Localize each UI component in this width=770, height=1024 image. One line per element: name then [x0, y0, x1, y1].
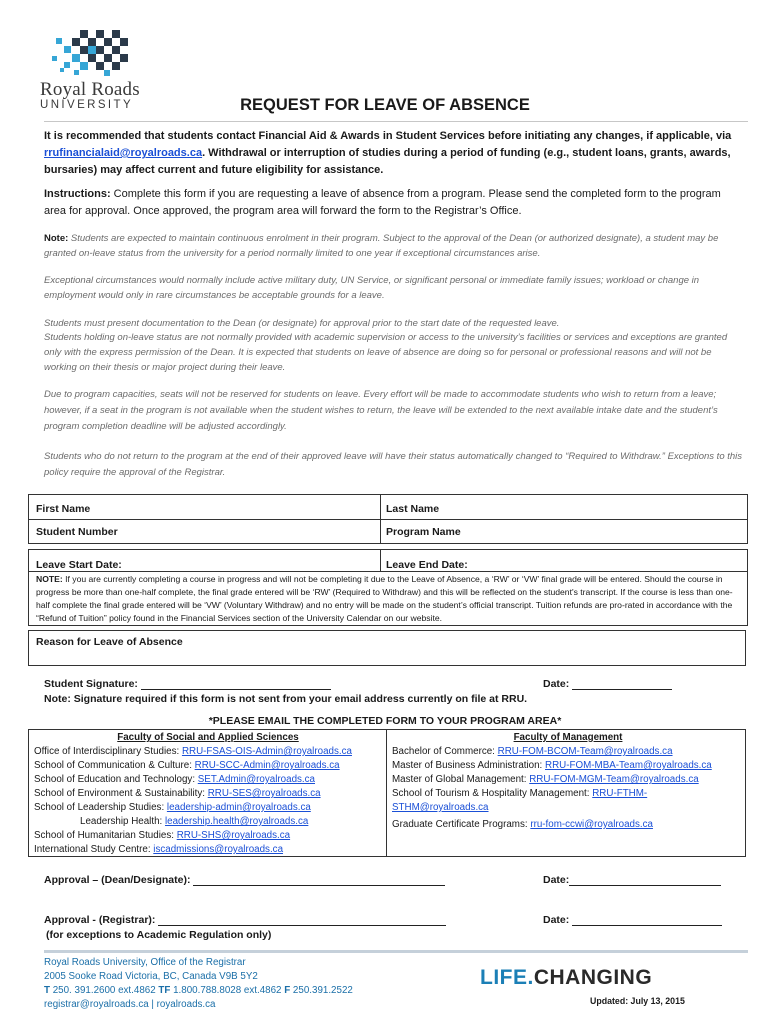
dean-approval-label: Approval – (Dean/Designate): [44, 874, 191, 886]
phone-value: 250. 391.2600 ext.4862 [49, 985, 159, 996]
logo-name: Royal Roads [40, 79, 140, 100]
intro-paragraph [44, 128, 744, 179]
note-label: Note: [44, 233, 69, 244]
registrar-approval-row [44, 913, 446, 926]
program-label: Graduate Certificate Programs: [392, 819, 531, 830]
intro-text: It is recommended that students contact Financial Aid & Awards in Student Services before initiating any changes, if applicable, via [44, 130, 732, 142]
note-paragraph-2: Exceptional circumstances would normally include active military duty, UN Service, or significant personal or immediate family issues; workload or change in employment would only in rare circumstances be acceptable grounds for a leave. [44, 275, 700, 301]
student-number-field[interactable]: Student Number [36, 526, 118, 538]
program-email-link[interactable]: leadership.health@royalroads.ca [164, 816, 309, 827]
program-email-link[interactable]: STHM@royalroads.ca [392, 802, 489, 813]
first-name-field[interactable]: First Name [36, 503, 91, 515]
registrar-date-label: Date: [543, 914, 570, 926]
tollfree-label: TF [158, 985, 171, 996]
faculty-row [392, 818, 744, 832]
footer-address: 2005 Sooke Road Victoria, BC, Canada V9B 5Y2 [44, 971, 258, 982]
fax-label: F [284, 985, 291, 996]
page-title: REQUEST FOR LEAVE OF ABSENCE [240, 96, 530, 114]
table-divider [28, 571, 748, 572]
registrar-date-line[interactable] [572, 913, 722, 926]
signature-note: Note: Signature required if this form is not sent from your email address currently on file at RRU. [44, 693, 528, 705]
faculty-row [34, 745, 382, 759]
note-text-1: Students are expected to maintain continuous enrolment in their program. Subject to the approval of the Dean (or authorized designate), a student may be granted on-leave status from the university for a period normally limited to one year if exceptional circumstances arise. [44, 233, 719, 259]
note-paragraph-1 [44, 231, 744, 261]
registrar-approval-label: Approval - (Registrar): [44, 914, 156, 926]
program-label: School of Environment & Sustainability: [34, 788, 208, 799]
tagline-changing: CHANGING [533, 966, 653, 989]
faculty-row [34, 759, 382, 773]
program-label: International Study Centre: [34, 844, 154, 855]
dean-approval-line[interactable] [193, 873, 445, 886]
signature-date-line[interactable] [572, 677, 672, 690]
last-name-field[interactable]: Last Name [386, 503, 440, 515]
note-paragraph-4: Students holding on-leave status are not normally provided with academic supervision or access to the university’s facilities or services and exceptions are granted only with the express permission of the Dean. It is expected that students on leave of absence are doing so for personal or professional reasons and will not be working on their thesis or major project during their leave. [44, 332, 728, 373]
dean-date-label: Date: [543, 874, 570, 886]
footer-phone [44, 984, 353, 998]
tagline [480, 966, 652, 990]
faculty-management-column [392, 731, 744, 832]
faculty-row [34, 787, 382, 801]
faculty-row [34, 829, 382, 843]
program-label: School of Education and Technology: [34, 774, 198, 785]
faculty-row [34, 843, 382, 857]
program-email-link[interactable]: leadership-admin@royalroads.ca [166, 802, 311, 813]
instructions-label: Instructions: [44, 188, 111, 200]
program-email-link[interactable]: RRU-SHS@royalroads.ca [176, 830, 291, 841]
dean-date-row [543, 873, 721, 886]
program-email-link[interactable]: RRU-FTHM- [592, 788, 648, 799]
instructions-paragraph [44, 186, 744, 220]
leave-note-label: NOTE: [36, 574, 63, 584]
registrar-date-row [543, 913, 722, 926]
signature-date-label: Date: [543, 678, 570, 690]
footer-divider [44, 950, 748, 953]
faculty-row [34, 773, 382, 787]
registrar-approval-line[interactable] [158, 913, 446, 926]
note-paragraph-6: Students who do not return to the program at the end of their approved leave will have their status automatically changed to “Required to Withdraw.” Exceptions to this policy require the approval of the Registrar. [44, 451, 743, 478]
faculty-row [34, 801, 382, 815]
leave-grade-note [36, 573, 742, 625]
program-email-link[interactable]: RRU-FSAS-OIS-Admin@royalroads.ca [181, 746, 352, 757]
table-divider [386, 729, 387, 857]
dean-approval-row [44, 873, 445, 886]
note-paragraph-5: Due to program capacities, seats will not be reserved for students on leave. Every effort will be made to accommodate students who wish to return from a leave; however, if a seat in the program is not available when the student wishes to return, the leave will be extended to the next available intake date and the student’s program completion deadline will be adjusted accordingly. [44, 389, 718, 432]
program-email-link[interactable]: SET.Admin@royalroads.ca [197, 774, 315, 785]
leave-end-date-field[interactable]: Leave End Date: [386, 559, 468, 571]
footer-contact-links[interactable]: registrar@royalroads.ca | royalroads.ca [44, 999, 216, 1010]
program-name-field[interactable]: Program Name [386, 526, 461, 538]
program-email-link[interactable]: RRU-SES@royalroads.ca [207, 788, 321, 799]
signature-date-row [543, 677, 672, 690]
title-divider [44, 121, 748, 122]
phone-label: T [44, 985, 50, 996]
footer-office: Royal Roads University, Office of the Registrar [44, 957, 246, 968]
reason-label: Reason for Leave of Absence [36, 636, 183, 648]
faculty-social-column [34, 731, 382, 857]
program-label: School of Leadership Studies: [34, 802, 167, 813]
faculty-row [34, 815, 382, 829]
tagline-life: LIFE. [480, 966, 534, 989]
program-label: School of Tourism & Hospitality Management: [392, 788, 593, 799]
student-signature-row [44, 677, 331, 690]
logo-subtitle: UNIVERSITY [40, 99, 134, 111]
program-label: Office of Interdisciplinary Studies: [34, 746, 182, 757]
program-email-link[interactable]: iscadmissions@royalroads.ca [153, 844, 284, 855]
faculty-management-header: Faculty of Management [513, 732, 623, 743]
university-logo-mark [52, 30, 130, 76]
leave-start-date-field[interactable]: Leave Start Date: [36, 559, 122, 571]
intro-text-cont: . Withdrawal or interruption of studies during a period of funding (e.g., student loans, grants, awards, bursaries) may affect current and future eligibility for assistance. [44, 147, 731, 176]
program-email-link[interactable]: rru-fom-ccwi@royalroads.ca [530, 819, 653, 830]
student-signature-label: Student Signature: [44, 678, 138, 690]
financial-aid-email-link[interactable]: rrufinancialaid@royalroads.ca [44, 147, 203, 159]
fax-value: 250.391.2522 [290, 985, 353, 996]
program-email-link[interactable]: RRU-SCC-Admin@royalroads.ca [194, 760, 340, 771]
program-label: School of Communication & Culture: [34, 760, 195, 771]
faculty-row [392, 773, 744, 787]
program-label: Master of Global Management: [392, 774, 530, 785]
faculty-social-header: Faculty of Social and Applied Sciences [117, 732, 299, 743]
note-paragraph-3: Students must present documentation to the Dean (or designate) for approval prior to the start date of the requested leave. [44, 318, 560, 329]
tollfree-value: 1.800.788.8028 ext.4862 [170, 985, 285, 996]
faculty-row [392, 759, 744, 773]
dean-date-line[interactable] [569, 873, 721, 886]
table-divider [380, 549, 381, 571]
program-email-link[interactable]: RRU-FOM-MBA-Team@royalroads.ca [545, 760, 712, 771]
table-divider [28, 519, 748, 520]
program-email-link[interactable]: RRU-FOM-BCOM-Team@royalroads.ca [497, 746, 673, 757]
faculty-row [392, 745, 744, 759]
registrar-approval-note: (for exceptions to Academic Regulation only) [46, 929, 272, 941]
program-label: Bachelor of Commerce: [392, 746, 498, 757]
instructions-text: Complete this form if you are requesting a leave of absence from a program. Please send the completed form to the program area for approval. Once approved, the program area will forward the form to the Registrar’s Office. [44, 188, 721, 217]
program-label: Master of Business Administration: [392, 760, 546, 771]
faculty-row [392, 801, 744, 815]
email-banner: *PLEASE EMAIL THE COMPLETED FORM TO YOUR PROGRAM AREA* [208, 715, 562, 727]
faculty-row [392, 787, 744, 801]
updated-date: Updated: July 13, 2015 [590, 996, 685, 1006]
program-email-link[interactable]: RRU-FOM-MGM-Team@royalroads.ca [529, 774, 699, 785]
student-signature-line[interactable] [141, 677, 331, 690]
program-label: School of Humanitarian Studies: [34, 830, 177, 841]
leave-note-text: If you are currently completing a course in progress and will not be completing it due to the Leave of Absence, a ‘RW’ or ‘VW’ final grade will be entered. Should the course in progress be more than one-half complete, the final grade entered will be ‘RW’ (Required to Withdraw) and this will be reflected on the student's transcript. If the course is less than one-half complete the final grade entered will be ‘VW’ (Voluntary Withdraw) and no entry will be made on the student’s official transcript. Tuition refunds are pro-rated in accordance with the “Refund of Tuition” policy found in the Financial Services section of the University Calendar on our website. [36, 574, 733, 623]
program-label: Leadership Health: [80, 816, 165, 827]
